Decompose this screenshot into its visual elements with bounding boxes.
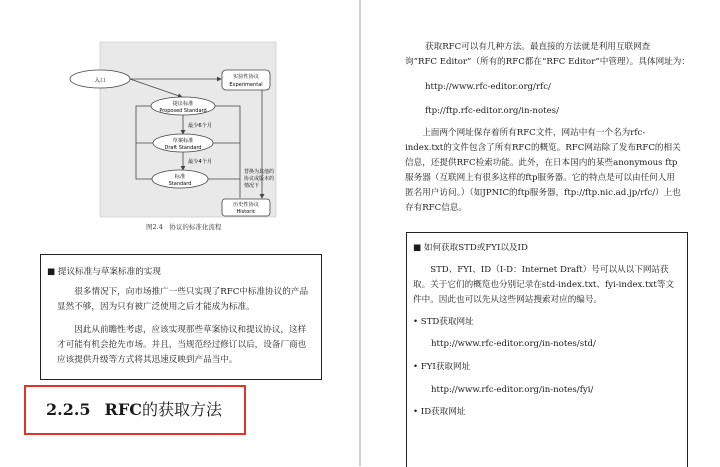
sidebar-box-std-fyi-id bbox=[406, 232, 688, 467]
experimental-label-cn: 实验性协议 bbox=[233, 74, 259, 80]
diagram-background bbox=[100, 42, 276, 217]
right-page bbox=[361, 0, 720, 466]
standard-label-cn: 标准 bbox=[174, 174, 186, 180]
draft-label-en: Draft Standard bbox=[164, 145, 202, 151]
section-title-rest: 的获取方法 bbox=[141, 400, 222, 419]
proposed-label-en: Proposed Standard bbox=[159, 108, 207, 114]
sidebar-box-implementation bbox=[40, 254, 322, 380]
replaced-note-line-1: 替换为其他的 bbox=[244, 169, 275, 175]
draft-to-standard-duration: 最少4个月 bbox=[188, 159, 213, 165]
rfc-ftp-url[interactable]: ftp://ftp.rfc-editor.org/in-notes/ bbox=[425, 106, 559, 116]
sidebar-box-paragraph-2: 因此从前瞻性考虑，应该实现那些草案协议和提议协议，这样才可能有机会抢先市场。并且，当规范经过修订以后，设备厂商也应该提供升级等方式将其迅速反映到产品当中。 bbox=[57, 325, 307, 365]
rfc-index-paragraph: 上面两个网址保存着所有RFC文件，网站中有一个名为rfc-index.txt的文件包含了所有RFC的概览。RFC网站除了发布RFC的相关信息，还提供RFC检索功能。此外，在日本国内的某些anonymous ftp服务器（互联网上有很多这样的ftp服务器。它的特点是可以由任何人用匿名用户访问。）（如JPNIC的ftp服务器，ftp://ftp.nic.ad.jp/rfc/）上也存有RFC信息。 bbox=[405, 128, 681, 213]
intro-line-1: 获取RFC可以有几种方法。最直接的方法就是利用互联网查 bbox=[425, 42, 651, 52]
fyi-label: • FYI获取网址 bbox=[413, 362, 471, 372]
fyi-url[interactable]: http://www.rfc-editor.org/in-notes/fyi/ bbox=[431, 385, 594, 395]
section-title-bold: RFC bbox=[104, 400, 142, 419]
standardization-flow-diagram bbox=[0, 0, 359, 220]
standard-label-en: Standard bbox=[168, 181, 192, 187]
id-label: • ID获取网址 bbox=[413, 407, 466, 417]
sidebar-box-title: ■ 提议标准与草案标准的实现 bbox=[47, 267, 161, 277]
section-heading bbox=[46, 397, 222, 420]
std-url[interactable]: http://www.rfc-editor.org/in-notes/std/ bbox=[431, 339, 596, 349]
entry-label: 入口 bbox=[94, 78, 106, 84]
left-page bbox=[0, 0, 359, 466]
historic-label-en: Historic bbox=[236, 209, 256, 215]
replaced-note-line-3: 情况下 bbox=[244, 183, 260, 189]
section-number: 2.2.5 bbox=[46, 400, 91, 419]
sidebar-box-paragraph-1: 很多情况下，向市场推广一些只实现了RFC中标准协议的产品显然不够，因为只有被广泛使用之后才能成为标准。 bbox=[57, 287, 309, 312]
experimental-label-en: Experimental bbox=[229, 82, 263, 88]
proposed-to-draft-duration: 最少6个月 bbox=[188, 123, 213, 129]
intro-line-2: 询“RFC Editor”（所有的RFC都在“RFC Editor”中管理）。具体网址为： bbox=[405, 57, 690, 67]
proposed-label-cn: 提议标准 bbox=[172, 101, 194, 107]
rfc-http-url[interactable]: http://www.rfc-editor.org/rfc/ bbox=[425, 82, 551, 92]
draft-label-cn: 草案标准 bbox=[172, 138, 194, 144]
historic-label-cn: 历史性协议 bbox=[233, 202, 259, 208]
std-box-paragraph: STD、FYI、ID（I-D：Internet Draft）号可以从以下网站获取。关于它们的概览也分别记录在std-index.txt、fyi-index.txt等文件中。因此也可以先从这些网站搜索对应的编号。 bbox=[413, 265, 675, 305]
std-label: • STD获取网址 bbox=[413, 317, 474, 327]
figure-caption: 图2.4 协议的标准化流程 bbox=[146, 223, 222, 231]
std-box-title: ■ 如何获取STD或FYI以及ID bbox=[413, 243, 528, 253]
replaced-note-line-2: 协议或版本的 bbox=[244, 176, 275, 182]
